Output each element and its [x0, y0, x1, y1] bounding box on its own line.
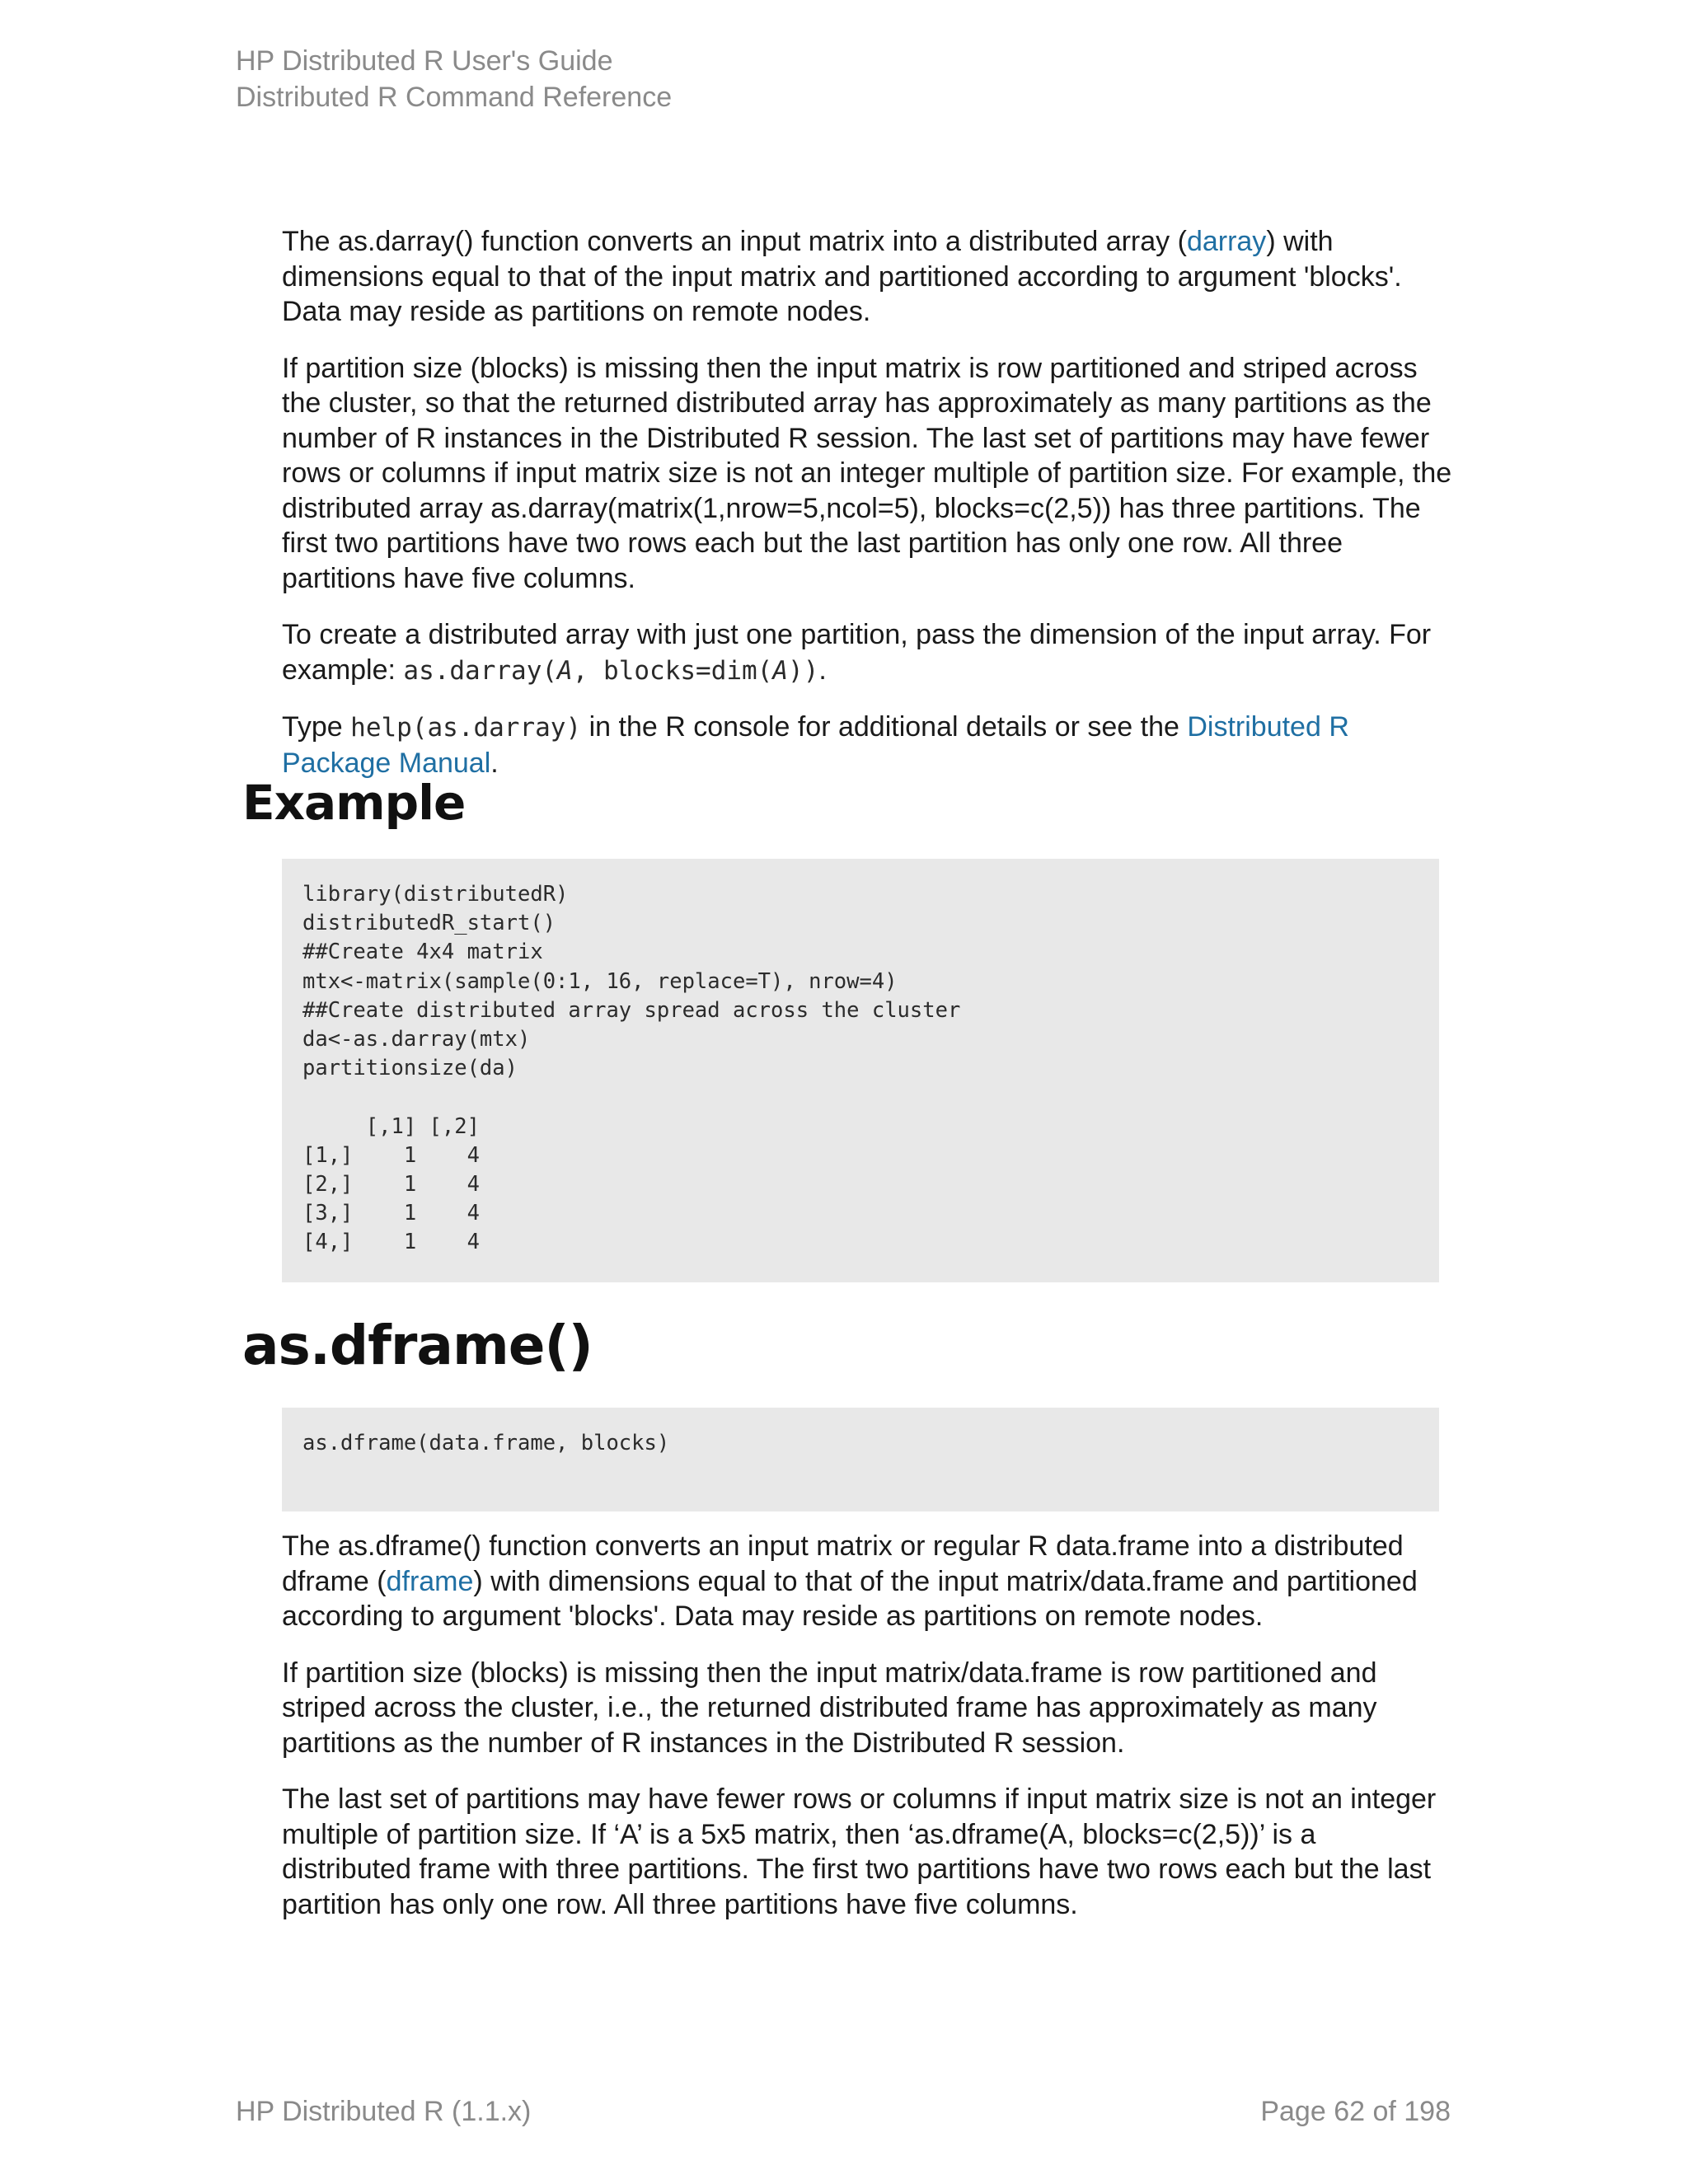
- footer-product: HP Distributed R (1.1.x): [236, 2096, 532, 2127]
- intro-p4-text-a: Type: [282, 711, 351, 743]
- dframe-p1-text-a: The as.dframe() function converts an input matrix or regular R data.frame into a distributed dframe (: [282, 1530, 1404, 1597]
- running-header: [236, 43, 672, 115]
- code-part-3: )): [788, 655, 819, 686]
- code-arg-1: A: [557, 655, 573, 686]
- intro-p1-text-a: The as.darray() function converts an input matrix into a distributed array (: [282, 226, 1187, 257]
- intro-p3-text-b: .: [818, 654, 827, 686]
- package-manual-link[interactable]: Distributed R Package Manual: [282, 711, 1349, 779]
- dframe-paragraph-2: If partition size (blocks) is missing then the input matrix/data.frame is row partitioned and striped across the cluster, i.e., the returned distributed frame has approximately as many partitions as the number of R instances in the Distributed R session.: [282, 1657, 1377, 1759]
- darray-link[interactable]: darray: [1186, 226, 1267, 257]
- code-part-1: as.darray(: [403, 655, 558, 686]
- dframe-signature: as.dframe(data.frame, blocks): [302, 1431, 670, 1455]
- intro-p3-text-a: To create a distributed array with just one partition, pass the dimension of the input array. For example:: [282, 619, 1432, 686]
- intro-p1-text-b: ) with dimensions equal to that of the input matrix and partitioned according to argument 'blocks'. Data may reside as partitions on remote nodes.: [282, 226, 1402, 327]
- footer-page-number: Page 62 of 198: [1260, 2096, 1451, 2127]
- intro-paragraph-3: [282, 617, 1452, 688]
- intro-section: [282, 224, 1452, 802]
- intro-p4-text-c: .: [490, 747, 499, 779]
- code-arg-2: A: [772, 655, 789, 686]
- dframe-paragraph-3: The last set of partitions may have fewer rows or columns if input matrix size is not an integer multiple of partition size. If ‘A’ is a 5x5 matrix, then ‘as.dframe(A, blocks=c(2,5))’ is a distributed frame with three partitions. The first two partitions have two rows each but the last partition has only one row. All three partitions have five columns.: [282, 1783, 1437, 1920]
- intro-p4-text-b: in the R console for additional details or see the: [581, 711, 1188, 743]
- example-code: library(distributedR) distributedR_start() ##Create 4x4 matrix mtx<-matrix(sample(0:1, 16, replace=T), nrow=4) ##Create distributed array spread across the cluster da<-as.darray(mtx) partitionsize(da) [,1] [,2] [1,] 1 4 [2,] 1 4 [3,] 1 4 [4,] 1 4: [302, 882, 961, 1255]
- example-code-block: [282, 859, 1439, 1282]
- code-part-2: , blocks=dim(: [572, 655, 773, 686]
- dframe-link[interactable]: dframe: [386, 1565, 474, 1597]
- intro-paragraph-4: [282, 710, 1452, 780]
- guide-title: HP Distributed R User's Guide: [236, 45, 613, 77]
- help-code: help(as.darray): [350, 713, 582, 743]
- example-heading: Example: [242, 775, 466, 831]
- dframe-paragraph-1: [282, 1529, 1452, 1634]
- dframe-signature-block: [282, 1408, 1439, 1511]
- single-partition-code: [403, 656, 818, 686]
- chapter-title: Distributed R Command Reference: [236, 82, 673, 113]
- dframe-p1-text-b: ) with dimensions equal to that of the input matrix/data.frame and partitioned according to argument 'blocks'. Data may reside as partitions on remote nodes.: [282, 1565, 1418, 1632]
- dframe-heading: as.dframe(): [242, 1314, 593, 1377]
- dframe-section: [282, 1529, 1452, 1943]
- intro-paragraph-1: [282, 224, 1452, 330]
- intro-paragraph-2: If partition size (blocks) is missing then the input matrix is row partitioned and striped across the cluster, so that the returned distributed array has approximately as many partitions as the number of R instances in the Distributed R session. The last set of partitions may have fewer rows or columns if input matrix size is not an integer multiple of partition size. For example, the distributed array as.darray(matrix(1,nrow=5,ncol=5), blocks=c(2,5)) has three partitions. The first two partitions have two rows each but the last partition has only one row. All three partitions have five columns.: [282, 352, 1452, 594]
